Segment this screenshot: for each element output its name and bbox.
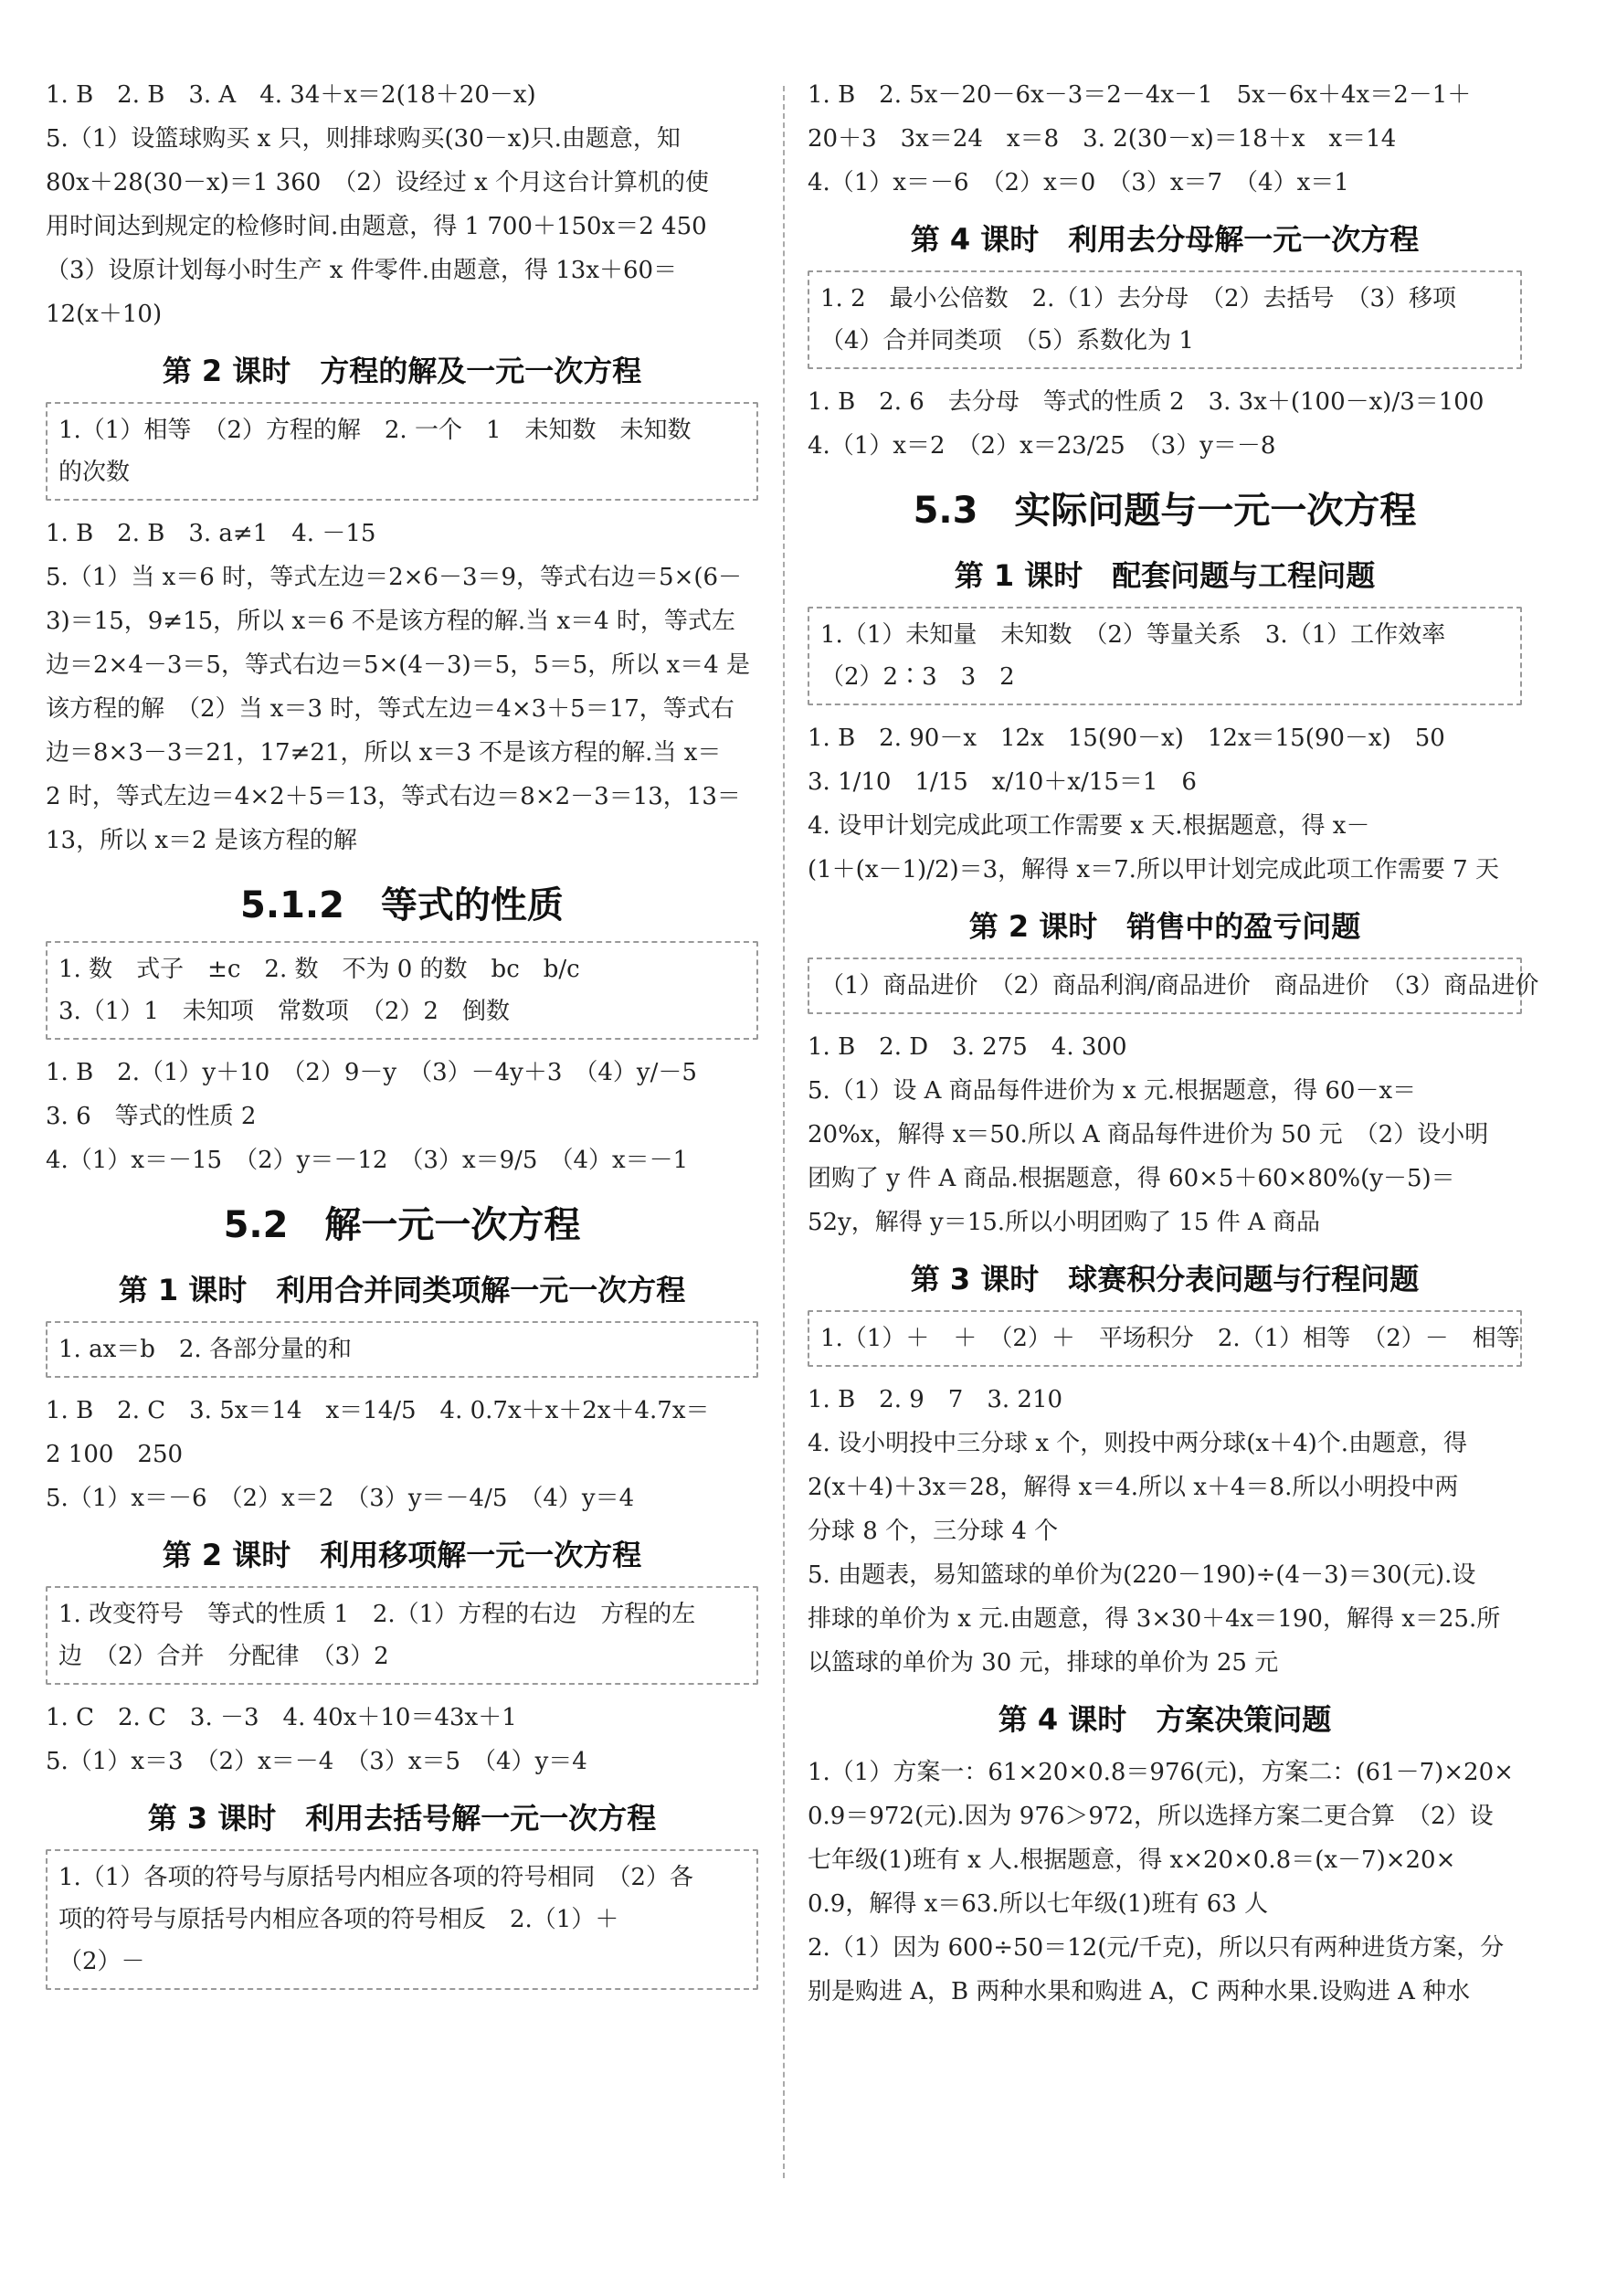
answer-block [46,73,758,336]
answer-line: 项的符号与原括号内相应各项的符号相反 2.（1）＋ [58,1906,619,1933]
answer-line: 边＝2×4－3＝5，等式右边＝5×(4－3)＝5，5＝5，所以 x＝4 是 [46,651,751,679]
lesson-heading: 第 2 课时 方程的解及一元一次方程 [162,354,642,388]
answer-line: （2）2∶3 3 2 [820,663,1015,691]
lesson-heading: 第 2 课时 销售中的盈亏问题 [968,909,1361,944]
answer-line: 1. ax＝b 2. 各部分量的和 [58,1336,352,1363]
lesson-heading: 第 1 课时 配套问题与工程问题 [954,558,1376,593]
answer-block [808,1025,1522,1244]
answer-line: 2 时，等式左边＝4×2＋5＝13，等式右边＝8×2－3＝13，13＝ [46,783,741,810]
answer-line: 5.（1）x＝3 （2）x＝－4 （3）x＝5 （4）y＝4 [46,1748,587,1775]
key-points-box [46,1321,758,1378]
answer-line: 排球的单价为 x 元.由题意，得 3×30＋4x＝190，解得 x＝25.所 [808,1605,1501,1633]
answer-line: 1. B 2. D 3. 275 4. 300 [808,1033,1127,1061]
answer-line: 1. B 2.（1）y＋10 （2）9－y （3）－4y＋3 （4）y/－5 [46,1059,697,1086]
answer-line: 3.（1）1 未知项 常数项 （2）2 倒数 [58,998,510,1025]
answer-line: 分球 8 个，三分球 4 个 [808,1518,1059,1545]
answer-line: 2(x＋4)＋3x＝28，解得 x＝4.所以 x＋4＝8.所以小明投中两 [808,1474,1459,1501]
answer-line: 2.（1）因为 600÷50＝12(元/千克)，所以只有两种进货方案，分 [808,1934,1505,1962]
answer-line: 1. 数 式子 ±c 2. 数 不为 0 的数 bc b/c [58,956,580,983]
key-points-box [46,941,758,1040]
answer-block [808,1378,1522,1685]
section-heading: 5.1.2 等式的性质 [240,884,564,926]
answer-line: 用时间达到规定的检修时间.由题意，得 1 700＋150x＝2 450 [46,213,707,240]
answer-line: 1. B 2. 9 7 3. 210 [808,1386,1063,1413]
answer-line: 0.9＝972(元).因为 976＞972，所以选择方案二更合算 （2）设 [808,1803,1494,1830]
answer-line: 2 100 250 [46,1441,184,1468]
answer-line: 4. 设小明投中三分球 x 个，则投中两分球(x＋4)个.由题意，得 [808,1430,1468,1457]
answer-block [46,512,758,862]
answer-line: 5. 由题表，易知篮球的单价为(220－190)÷(4－3)＝30(元).设 [808,1561,1476,1589]
answer-line: 5.（1）x＝－6 （2）x＝2 （3）y＝－4/5 （4）y＝4 [46,1485,635,1512]
answer-line: 12(x＋10) [46,301,163,328]
answer-line: 以篮球的单价为 30 元，排球的单价为 25 元 [808,1649,1279,1677]
answer-line: 4.（1）x＝－15 （2）y＝－12 （3）x＝9/5 （4）x＝－1 [46,1147,689,1174]
answer-line: 0.9，解得 x＝63.所以七年级(1)班有 63 人 [808,1890,1269,1918]
answer-line: 1. 2 最小公倍数 2.（1）去分母 （2）去括号 （3）移项 [820,285,1457,312]
answer-line: 1. B 2. B 3. A 4. 34＋x＝2(18＋20－x) [46,81,536,109]
answer-line: 5.（1）设 A 商品每件进价为 x 元.根据题意，得 60－x＝ [808,1077,1417,1105]
answer-line: 1.（1）各项的符号与原括号内相应各项的符号相同 （2）各 [58,1864,693,1891]
answer-line: （1）商品进价 （2）商品利润/商品进价 商品进价 （3）商品进价 [820,972,1539,1000]
lesson-heading: 第 1 课时 利用合并同类项解一元一次方程 [118,1273,686,1307]
answer-line: 4. 设甲计划完成此项工作需要 x 天.根据题意，得 x－ [808,812,1370,840]
answer-block [808,380,1522,468]
answer-line: （2）－ [58,1948,145,1975]
section-heading: 5.3 实际问题与一元一次方程 [913,490,1417,532]
answer-line: 的次数 [58,459,131,486]
lesson-heading: 第 4 课时 方案决策问题 [998,1702,1332,1737]
answer-block [808,716,1522,892]
answer-line: 1.（1）未知量 未知数 （2）等量关系 3.（1）工作效率 [820,621,1446,649]
answer-block [46,1389,758,1520]
right-column [808,73,1539,2186]
section-heading: 5.2 解一元一次方程 [223,1204,581,1246]
lesson-heading: 第 3 课时 利用去括号解一元一次方程 [147,1801,657,1836]
answer-line: 5.（1）设篮球购买 x 只，则排球购买(30－x)只.由题意，知 [46,125,681,153]
answer-line: 1. B 2. 90－x 12x 15(90－x) 12x＝15(90－x) 50 [808,725,1445,752]
key-points-box [808,607,1522,705]
answer-line: (1＋(x－1)/2)＝3，解得 x＝7.所以甲计划完成此项工作需要 7 天 [808,856,1499,883]
answer-line: 80x＋28(30－x)＝1 360 （2）设经过 x 个月这台计算机的使 [46,169,710,196]
key-points-box [46,1586,758,1685]
answer-line: 1. 改变符号 等式的性质 1 2.（1）方程的右边 方程的左 [58,1601,696,1628]
answer-line: 4.（1）x＝2 （2）x＝23/25 （3）y＝－8 [808,432,1276,460]
lesson-heading: 第 2 课时 利用移项解一元一次方程 [162,1538,642,1572]
answer-block [46,1051,758,1182]
lesson-heading: 第 4 课时 利用去分母解一元一次方程 [910,222,1420,257]
key-points-box [46,1849,758,1990]
column-divider [783,86,785,2178]
key-points-box [808,958,1539,1014]
left-column [46,73,758,2186]
answer-line: 1. C 2. C 3. －3 4. 40x＋10＝43x＋1 [46,1704,517,1731]
answer-line: 1.（1）相等 （2）方程的解 2. 一个 1 未知数 未知数 [58,417,692,444]
answer-line: 20＋3 3x＝24 x＝8 3. 2(30－x)＝18＋x x＝14 [808,125,1397,153]
answer-line: 4.（1）x＝－6 （2）x＝0 （3）x＝7 （4）x＝1 [808,169,1349,196]
answer-line: 3)＝15，9≠15，所以 x＝6 不是该方程的解.当 x＝4 时，等式左 [46,608,735,635]
answer-line: 七年级(1)班有 x 人.根据题意，得 x×20×0.8＝(x－7)×20× [808,1846,1456,1874]
answer-line: （3）设原计划每小时生产 x 件零件.由题意，得 13x＋60＝ [46,257,678,284]
key-points-box [808,1310,1522,1367]
answer-line: 该方程的解 （2）当 x＝3 时，等式左边＝4×3＋5＝17，等式右 [46,695,734,723]
answer-line: 20%x，解得 x＝50.所以 A 商品每件进价为 50 元 （2）设小明 [808,1121,1489,1148]
answer-line: 1. B 2. C 3. 5x＝14 x＝14/5 4. 0.7x＋x＋2x＋4.7x＝ [46,1397,710,1424]
answer-line: 边＝8×3－3＝21，17≠21，所以 x＝3 不是该方程的解.当 x＝ [46,739,722,767]
answer-line: 1. B 2. 5x－20－6x－3＝2－4x－1 5x－6x＋4x＝2－1＋ [808,81,1472,109]
answer-block [808,1751,1522,2014]
answer-line: 5.（1）当 x＝6 时，等式左边＝2×6－3＝9，等式右边＝5×(6－ [46,564,743,591]
answer-line: 1. B 2. 6 去分母 等式的性质 2 3. 3x＋(100－x)/3＝100 [808,388,1484,416]
key-points-box [46,402,758,501]
answer-line: （4）合并同类项 （5）系数化为 1 [820,327,1194,354]
answer-line: 52y，解得 y＝15.所以小明团购了 15 件 A 商品 [808,1209,1320,1236]
answer-block [46,1696,758,1783]
answer-line: 1. B 2. B 3. a≠1 4. －15 [46,520,376,547]
answer-line: 团购了 y 件 A 商品.根据题意，得 60×5＋60×80%(y－5)＝ [808,1165,1455,1192]
answer-line: 13，所以 x＝2 是该方程的解 [46,827,357,854]
answer-block [808,73,1522,205]
answer-line: 3. 1/10 1/15 x/10＋x/15＝1 6 [808,768,1197,796]
lesson-heading: 第 3 课时 球赛积分表问题与行程问题 [910,1262,1420,1296]
key-points-box [808,270,1522,369]
answer-line: 3. 6 等式的性质 2 [46,1103,257,1130]
answer-line: 边 （2）合并 分配律 （3）2 [58,1643,389,1670]
answer-line: 别是购进 A，B 两种水果和购进 A，C 两种水果.设购进 A 种水 [808,1978,1471,2005]
answer-line: 1.（1）＋ ＋ （2）＋ 平场积分 2.（1）相等 （2）－ 相等 [820,1325,1520,1352]
answer-line: 1.（1）方案一：61×20×0.8＝976(元)，方案二：(61－7)×20× [808,1759,1514,1786]
